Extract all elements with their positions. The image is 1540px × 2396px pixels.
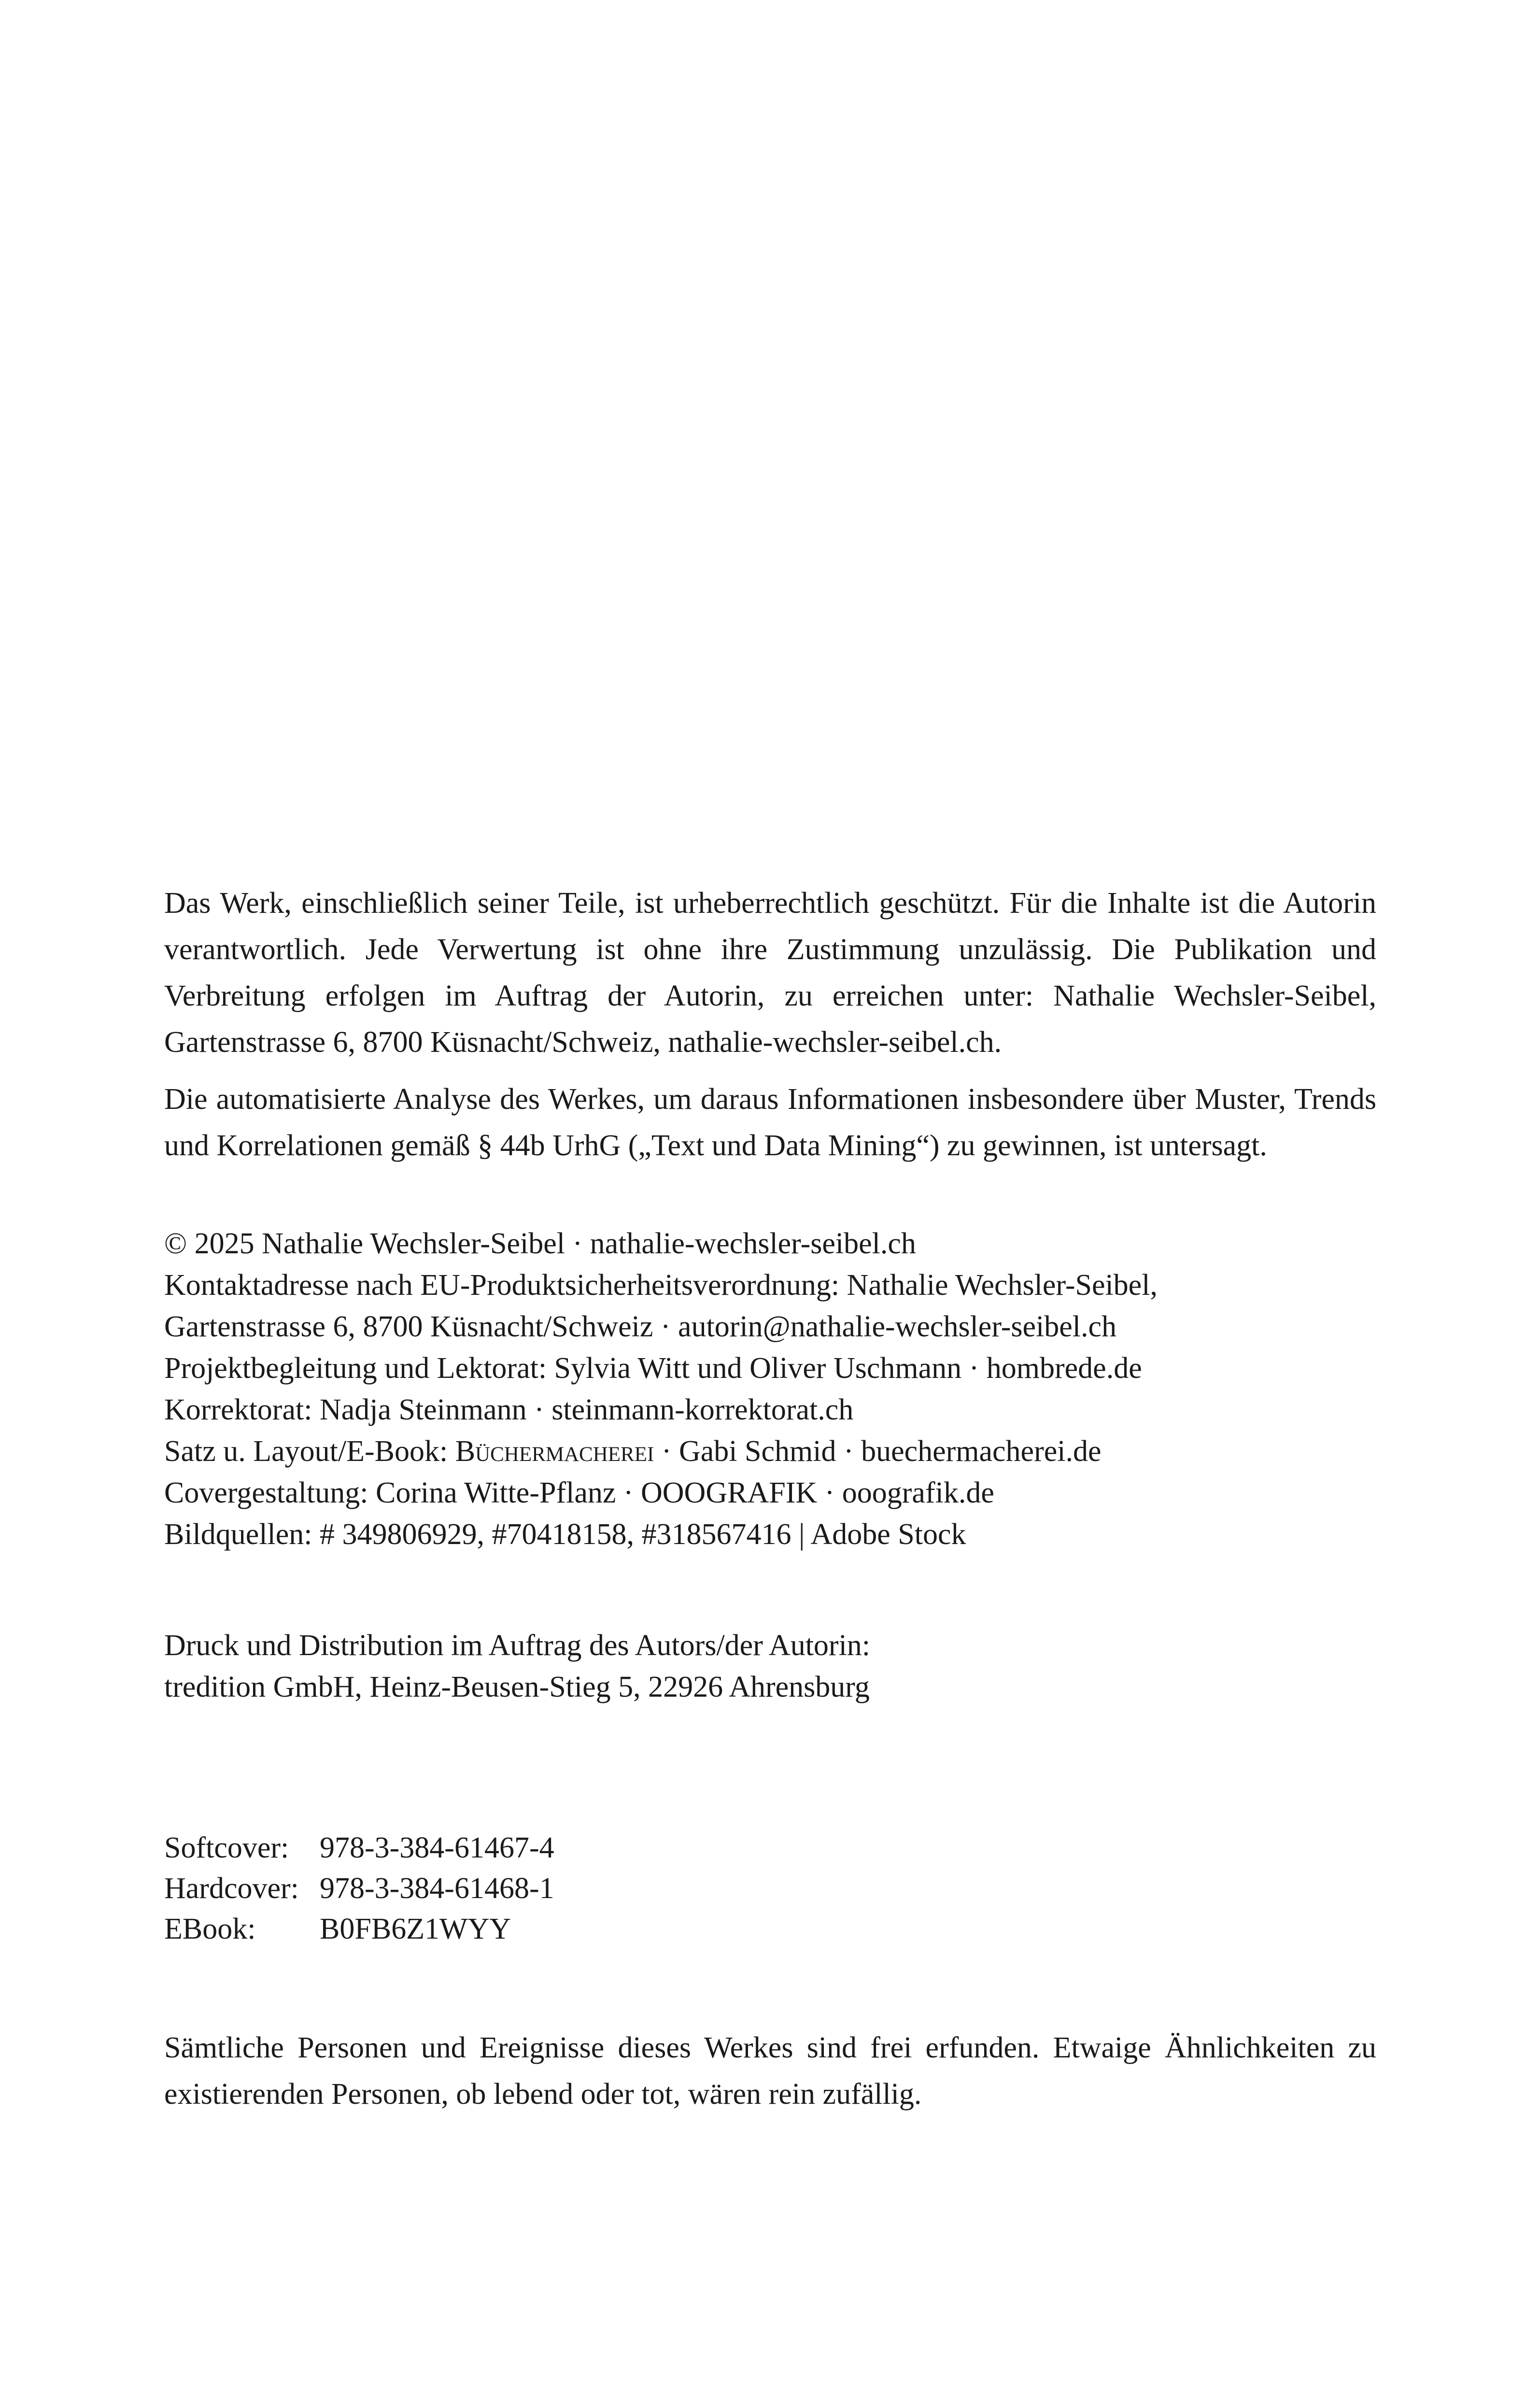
- legal-notice-section: [164, 880, 1376, 1169]
- isbn-value: 978-3-384-61467-4: [320, 1831, 554, 1864]
- editing-credit: Projektbegleitung und Lektorat: Sylvia Witt und Oliver Uschmann · hombrede.de: [164, 1352, 1142, 1385]
- distribution-line-1: Druck und Distribution im Auftrag des Autors/der Autorin:: [164, 1629, 871, 1662]
- isbn-value: 978-3-384-61468-1: [320, 1872, 554, 1905]
- copyright-line: © 2025 Nathalie Wechsler-Seibel · nathalie-wechsler-seibel.ch: [164, 1227, 916, 1260]
- cover-credit: Covergestaltung: Corina Witte-Pflanz · OOOGRAFIK · ooografik.de: [164, 1476, 994, 1509]
- isbn-label: EBook:: [164, 1913, 256, 1945]
- isbn-row-hardcover: [164, 1868, 1376, 1909]
- fiction-disclaimer-section: [164, 2025, 1376, 2117]
- credits-section: [164, 1223, 1376, 1555]
- image-sources-credit: Bildquellen: # 349806929, #70418158, #318567416 | Adobe Stock: [164, 1518, 966, 1551]
- proofreading-credit: Korrektorat: Nadja Steinmann · steinmann-korrektorat.ch: [164, 1393, 854, 1426]
- layout-credit-prefix: Satz u. Layout/E-Book:: [164, 1435, 455, 1468]
- contact-address-line-1: Kontaktadresse nach EU-Produktsicherheitsverordnung: Nathalie Wechsler-Seibel,: [164, 1269, 1158, 1302]
- text-data-mining-notice: Die automatisierte Analyse des Werkes, um daraus Informationen insbesondere über Muster, Trends und Korrelationen gemäß § 44b UrhG („Text und Data Mining“) zu gewinnen, ist untersagt.: [164, 1083, 1376, 1162]
- isbn-label: Softcover:: [164, 1831, 289, 1864]
- isbn-row-softcover: [164, 1828, 1376, 1868]
- distribution-line-2: tredition GmbH, Heinz-Beusen-Stieg 5, 22926 Ahrensburg: [164, 1671, 870, 1703]
- fiction-disclaimer: Sämtliche Personen und Ereignisse dieses Werkes sind frei erfunden. Etwaige Ähnlichkeiten zu existierenden Personen, ob lebend oder tot, wären rein zufällig.: [164, 2031, 1376, 2111]
- layout-credit: [164, 1431, 1376, 1472]
- isbn-value: B0FB6Z1WYY: [320, 1913, 511, 1945]
- copyright-notice: Das Werk, einschließlich seiner Teile, ist urheberrechtlich geschützt. Für die Inhalte ist die Autorin verantwortlich. Jede Verwertung ist ohne ihre Zustimmung unzulässig. Die Publikation und Verbreitung erfolgen im Auftrag der Autorin, zu erreichen unter: Nathalie Wechsler-Seibel, Gartenstrasse 6, 8700 Küsnacht/Schweiz, nathalie-wechsler-seibel.ch.: [164, 887, 1376, 1059]
- isbn-row-ebook: [164, 1909, 1376, 1949]
- layout-credit-suffix: · Gabi Schmid · buechermacherei.de: [654, 1435, 1102, 1468]
- distribution-section: [164, 1625, 1376, 1708]
- contact-address-line-2: Gartenstrasse 6, 8700 Küsnacht/Schweiz · autorin@nathalie-wechsler-seibel.ch: [164, 1310, 1117, 1343]
- isbn-label: Hardcover:: [164, 1872, 299, 1905]
- layout-credit-brand: Büchermacherei: [455, 1435, 654, 1468]
- isbn-section: [164, 1828, 1376, 1949]
